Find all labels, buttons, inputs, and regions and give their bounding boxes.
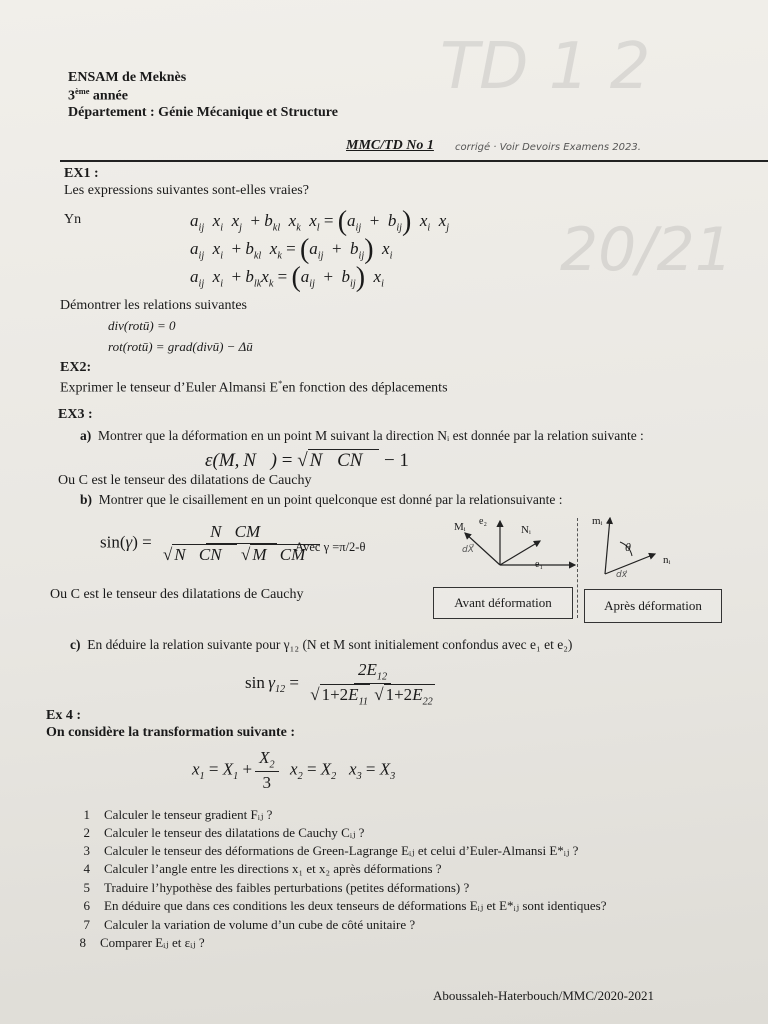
label-dx: dx⃗ xyxy=(616,570,628,580)
ex3-cauchy-note-2: Ou C est le tenseur des dilatations de Cauchy xyxy=(50,587,304,602)
label-e2: e₂ xyxy=(479,516,487,527)
ex4-transformation: $x_1 = X_1$ + $\frac{X_2}{3}$ $x_2 = X_2$ $x_3 = X_3$ xyxy=(192,748,396,793)
label-dX: dX⃗ xyxy=(462,545,474,555)
list-item: 1 Calculer le tenseur gradient Fᵢⱼ ? xyxy=(83,807,273,822)
handwritten-note: corrigé · Voir Devoirs Examens 2023. xyxy=(455,142,641,153)
ex2-text: Exprimer le tenseur d’Euler Almansi E*en fonction des déplacements xyxy=(60,379,448,396)
list-item: 2 Calculer le tenseur des dilatations de Cauchy Cᵢⱼ ? xyxy=(83,825,365,840)
vector-ni xyxy=(500,541,540,565)
department: Département : Génie Mécanique et Structure xyxy=(68,105,338,120)
ex3-part-c: c) En déduire la relation suivante pour γ₁₂ (N et M sont initialement confondus avec e₁ et e₂) xyxy=(70,637,573,652)
list-item: 5 Traduire l’hypothèse des faibles perturbations (petites déformations) ? xyxy=(83,880,470,895)
ex4-title: Ex 4 : xyxy=(46,708,81,723)
ex3-equation-2: sin(γ) = $\frac{N⃗CM⃗}{√ N⃗CN⃗ √ M⃗CM⃗}$ xyxy=(100,522,319,564)
doc-title: MMC/TD No 1 xyxy=(346,138,434,153)
header-divider xyxy=(60,160,768,162)
ex1-demo-title: Démontrer les relations suivantes xyxy=(60,298,248,313)
list-item: 8 Comparer Eᵢⱼ et εᵢⱼ ? xyxy=(79,935,205,950)
ex1-relation-2: rot(rotū) = grad(divū) − Δū xyxy=(108,339,253,354)
year-line: 3ème année xyxy=(68,87,128,104)
bleed-through-mark: 20/21 xyxy=(560,215,733,285)
ex4-intro: On considère la transformation suivante : xyxy=(46,725,296,740)
label-e1: e₁ xyxy=(535,559,543,570)
ex1-question: Les expressions suivantes sont-elles vraies? xyxy=(64,183,309,198)
vector-mi-after xyxy=(605,518,610,574)
diagram-separator xyxy=(577,518,578,618)
ex3-title: EX3 : xyxy=(58,407,93,422)
ex1-title: EX1 : xyxy=(64,166,99,181)
ex3-equation-1: ε(M, N⃗) = √ N⃗CN⃗ − 1 xyxy=(205,450,409,471)
school-name: ENSAM de Meknès xyxy=(68,70,187,85)
ex3-part-a: a) Montrer que la déformation en un point M suivant la direction Nᵢ est donnée par la relation suivante : xyxy=(80,428,644,443)
box-after-deformation: Après déformation xyxy=(584,589,722,623)
label-Ni: Nᵢ xyxy=(521,524,531,536)
ex3-avec-note: Avec γ =π/2-θ xyxy=(295,540,366,554)
ex3-part-b: b) Montrer que le cisaillement en un point quelconque est donné par la relationsuivante : xyxy=(80,492,563,507)
list-item: 6 En déduire que dans ces conditions les deux tenseurs de déformations Eᵢⱼ et E*ᵢⱼ sont identiques? xyxy=(83,898,607,913)
label-ni: nᵢ xyxy=(663,554,671,566)
vector-ni-after xyxy=(605,554,655,574)
bleed-through-mark: TD 1 2 xyxy=(440,30,651,104)
ex1-equation-2: $a_{ij}$ $x_i + b_{kl}$ $x_k = (a_{ij} + b_{ij})$ $x_i$ xyxy=(190,234,393,265)
list-item: 3 Calculer le tenseur des déformations de Green-Lagrange Eᵢⱼ et celui d’Euler-Almansi E*ᵢⱼ ? xyxy=(83,843,579,858)
ex3-cauchy-note-1: Ou C est le tenseur des dilatations de Cauchy xyxy=(58,473,312,488)
ex1-equation-1: $a_{ij}$ $x_i$ $x_j + b_{kl}$ $x_k$ $x_l = (a_{ij} + b_{ij})$ $x_i$ $x_j$ xyxy=(190,206,450,237)
ex1-equation-3: $a_{ij}$ $x_i + b_{lk}x_k = (a_{ij} + b_{ij})$ $x_i$ xyxy=(190,262,384,293)
label-theta: θ xyxy=(625,540,631,554)
ex2-title: EX2: xyxy=(60,360,92,375)
label-mi: mᵢ xyxy=(592,515,603,527)
ex1-relation-1: div(rotū) = 0 xyxy=(108,318,176,333)
box-before-deformation: Avant déformation xyxy=(433,587,573,619)
footer-credit: Aboussaleh-Haterbouch/MMC/2020-2021 xyxy=(433,988,654,1003)
ex3-equation-3: $\sin \gamma_{12}$ = $\frac{2E_{12}}{√ 1+2E_{11} √ 1+2E_{22}}$ xyxy=(245,660,433,708)
list-item: 4 Calculer l’angle entre les directions x₁ et x₂ après déformations ? xyxy=(83,861,442,876)
label-Mi: Mᵢ xyxy=(454,521,466,533)
ex1-margin-label: Yn xyxy=(64,212,82,227)
list-item: 7 Calculer la variation de volume d’un cube de côté unitaire ? xyxy=(83,917,416,932)
